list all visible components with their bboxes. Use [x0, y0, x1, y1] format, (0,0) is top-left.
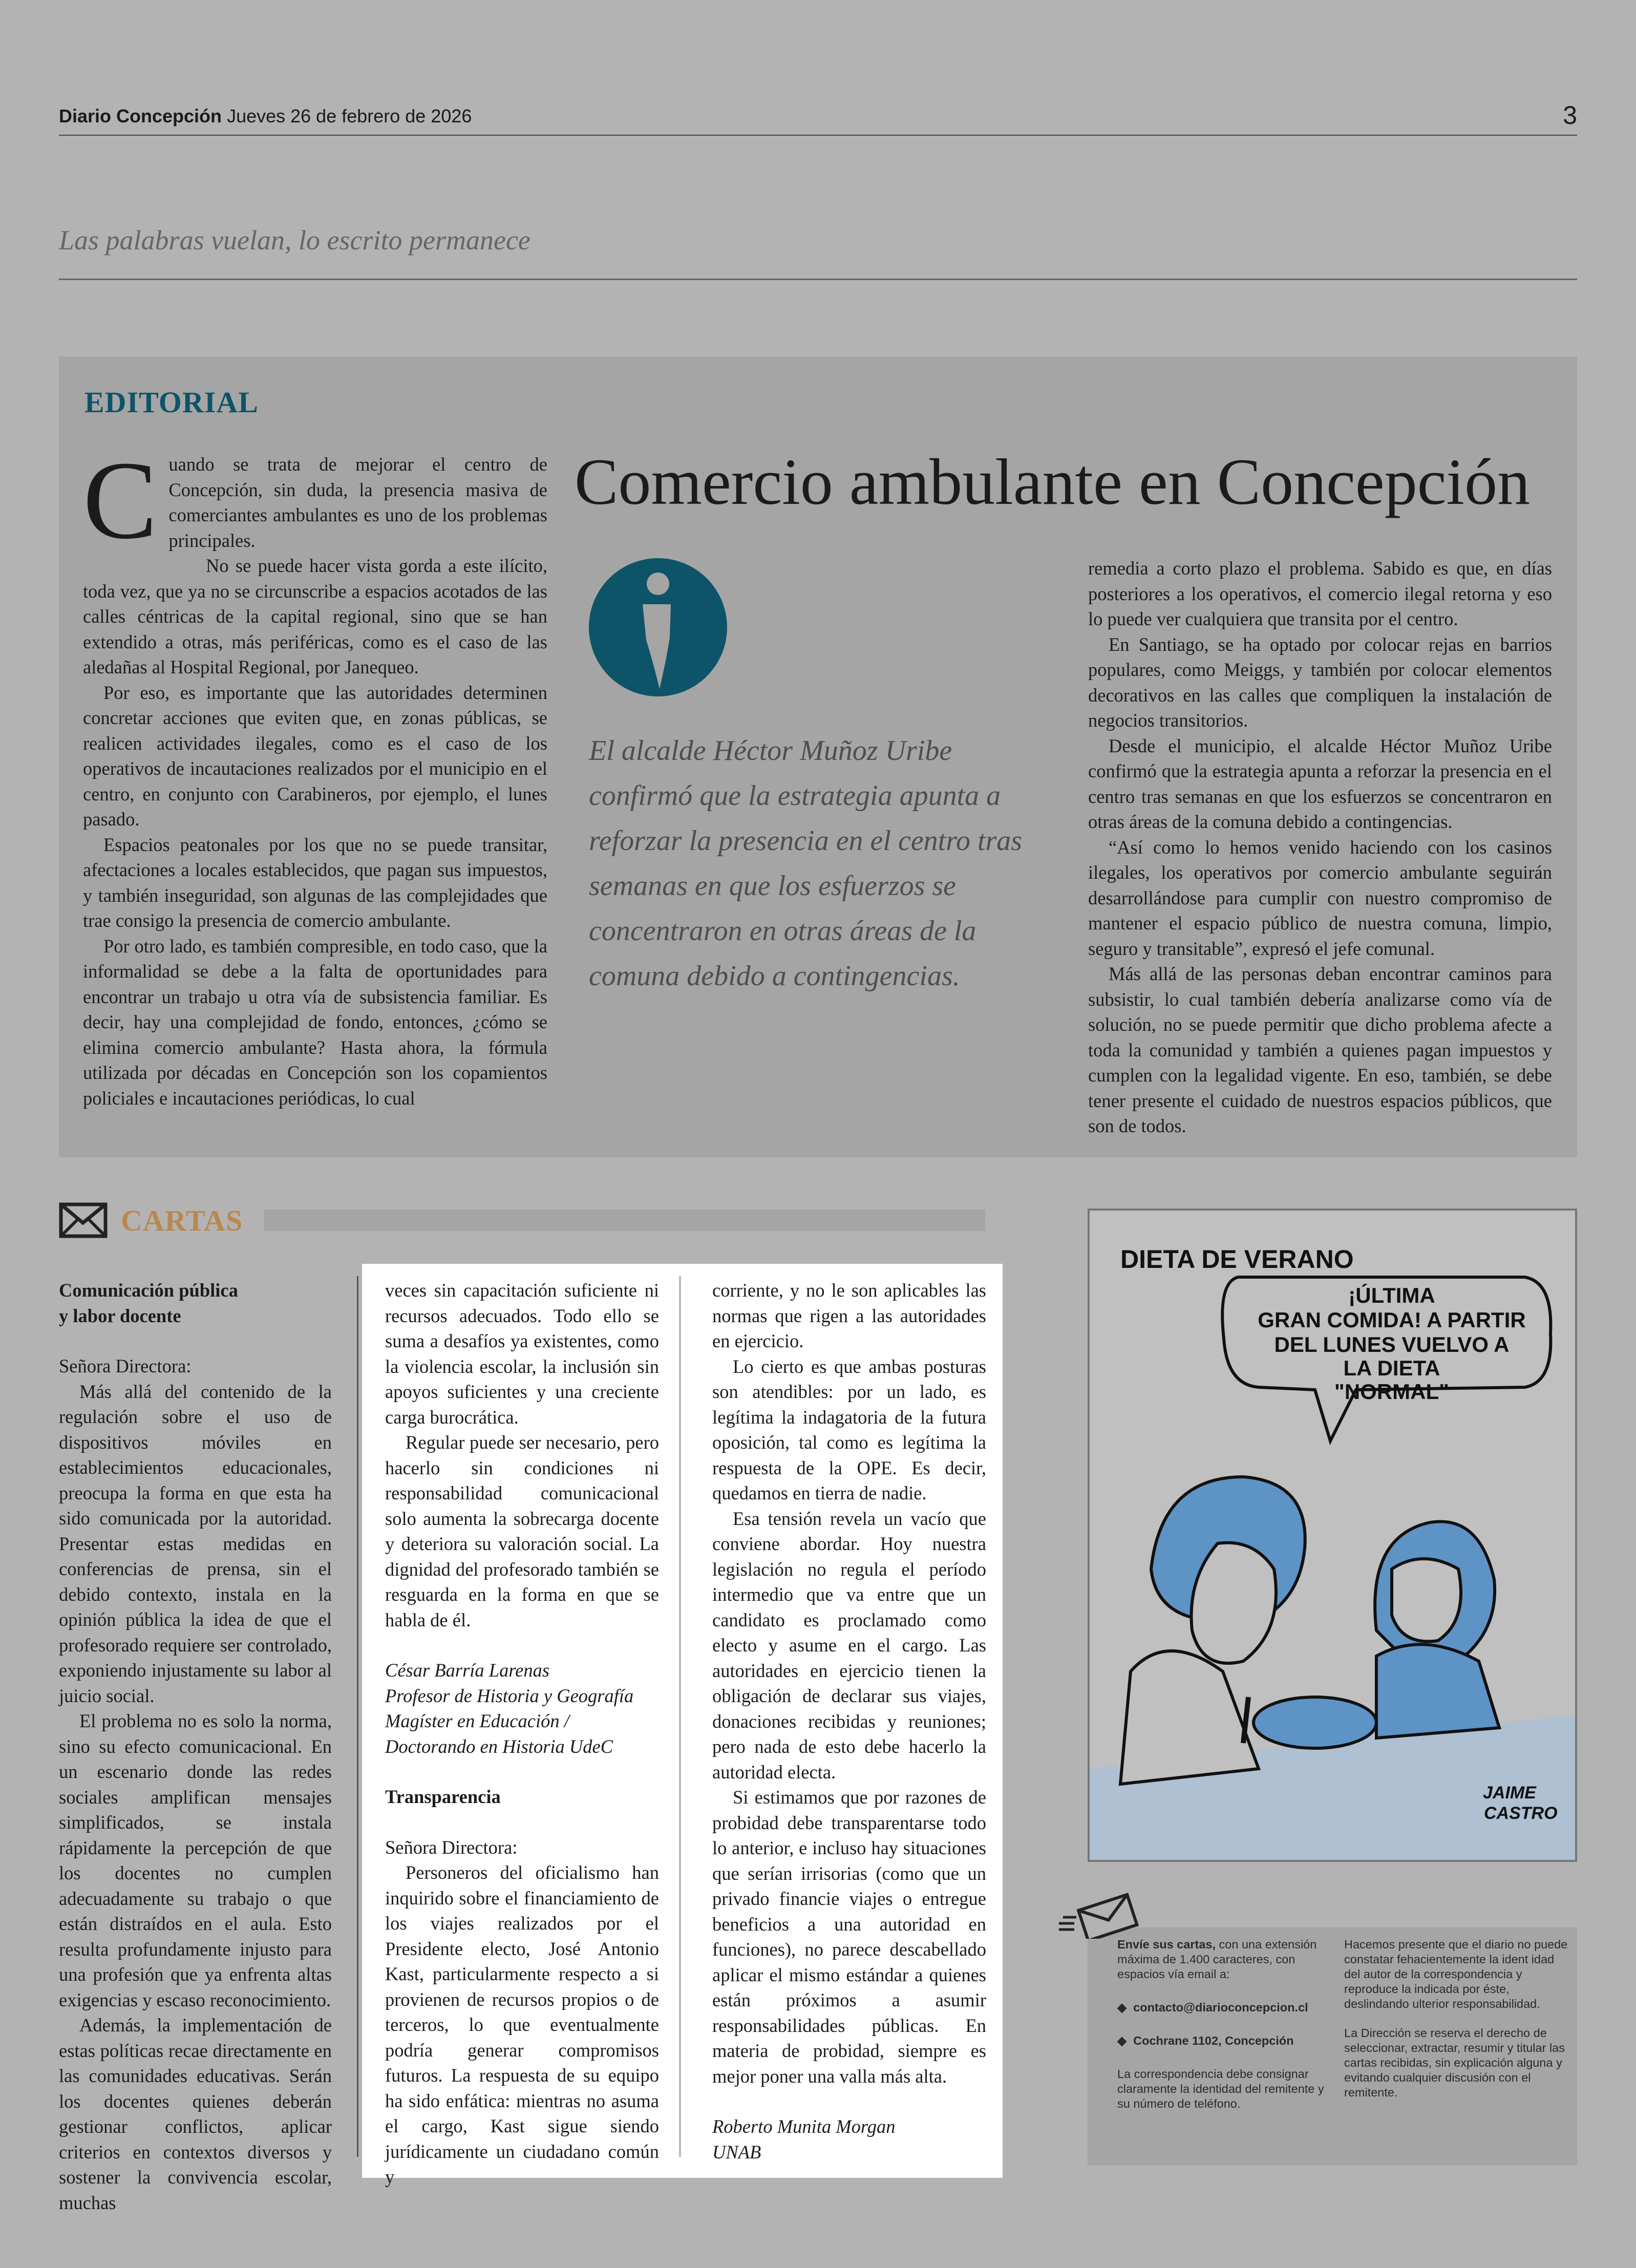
letter-salutation: Señora Directora: — [385, 1836, 518, 1858]
woman-body — [1376, 1644, 1499, 1738]
info-icon — [589, 556, 727, 699]
envelope-icon — [59, 1202, 108, 1238]
editorial-paragraph: Espacios peatonales por los que no se puede transitar, afectaciones a locales establecidos, que pagan sus impuestos, y también inseguridad, son algunas de las complejidades que trae consigo la presencia de comercio ambulante. — [83, 834, 547, 931]
letter-paragraph: El problema no es solo la norma, sino su efecto comunicacional. En un escenario donde las redes sociales amplifican mensajes simplificados, se instala rápidamente la percepción de que los docentes no cumplen adecuadamente su trabajo o que están distraídos en el aula. Esto resulta profundamente injusto para una profesión que ya enfrenta altas exigencias y escaso reconocimiento. — [59, 1710, 332, 2010]
email-link[interactable]: ◆ contacto@diarioconcepcion.cl — [1117, 2001, 1308, 2014]
cartoon-illustration — [1090, 1211, 1575, 1860]
info-note: La correspondencia debe consignar claramente la identidad del remitente y su número de teléfono. — [1117, 2067, 1324, 2110]
man-face — [1192, 1543, 1276, 1663]
header-divider — [59, 135, 1577, 136]
drop-cap: C — [83, 439, 158, 562]
issue-date: Jueves 26 de febrero de 2026 — [227, 105, 472, 126]
cartas-label: CARTAS — [121, 1204, 243, 1237]
info-disclaimer: La Dirección se reserva el derecho de seleccionar, extractar, resumir y titular las cartas recibidas, sin explicación alguna y evitando cualquier discusión con el remitente. — [1344, 2026, 1565, 2099]
letter-paragraph: Esa tensión revela un vacío que conviene abordar. Hoy nuestra legislación no regula el período intermedio que va entre que un candidato es proclamado como electo y asume en el cargo. Las autoridades en ejercicio tienen la obligación de declarar sus viajes, donaciones recibidas y reuniones; pero nada de esto debe hacerlo la autoridad electa. — [712, 1508, 986, 1783]
speech-line: GRAN COMIDA! A PARTIR — [1258, 1308, 1526, 1332]
speech-line: ¡ÚLTIMA — [1348, 1283, 1435, 1307]
cartas-bar — [264, 1210, 985, 1231]
letter-paragraph: Lo cierto es que ambas posturas son atendibles: por un lado, es legítima la indagatoria de la futura oposición, tal como es legítima la respuesta de la OPE. Es decir, quedamos en tierra de nadie. — [712, 1355, 986, 1503]
cartoonist-signature: JAIME — [1483, 1783, 1536, 1803]
editorial-label: EDITORIAL — [84, 386, 259, 419]
info-intro: Envíe sus cartas, con una extensión máxima de 1.400 caracteres, con espacios vía email a: — [1117, 1938, 1317, 1981]
column-divider — [357, 1276, 358, 2157]
man-body — [1120, 1651, 1259, 1784]
editorial-column-1 — [83, 439, 547, 1111]
postal-address: ◆ Cochrane 1102, Concepción — [1117, 2034, 1294, 2047]
editorial-title: Comercio ambulante en Concepción — [575, 446, 1531, 518]
editorial-paragraph: remedia a corto plazo el problema. Sabido es que, en días posteriores a los operativos, el comercio ilegal retorna y eso lo puede ver cualquiera que transita por el centro. — [1088, 558, 1552, 629]
editorial-paragraph: “Así como lo hemos venido haciendo con los casinos ilegales, los operativos por comercio ambulante seguirán desarrollándose para cumplir con nuestro compromiso de mantener el espacio público de nuestra comuna, limpio, seguro y transitable”, expresó el jefe comunal. — [1088, 836, 1552, 959]
letter-paragraph: Más allá del contenido de la regulación sobre el uso de dispositivos móviles en establecimientos educacionales, preocupa la forma en que esta ha sido comunicada por la autoridad. Presentar estas medidas en conferencias de prensa, sin el debido contexto, instala en la opinión pública la idea de que el profesorado requiere ser controlado, exponiendo injustamente su labor al juicio social. — [59, 1381, 332, 1706]
page-number: 3 — [1563, 101, 1577, 130]
editorial-paragraph: Cuando se trata de mejorar el centro de Concepción, sin duda, la presencia masiva de comerciantes ambulantes es uno de los problemas principales. — [83, 439, 547, 562]
info-left-column — [1117, 1937, 1332, 2111]
speech-line: DEL LUNES VUELVO A — [1274, 1332, 1510, 1356]
editorial-column-3 — [1088, 556, 1552, 1139]
section-slogan: Las palabras vuelan, lo escrito permanece — [59, 225, 530, 256]
envelope-icon — [1056, 1888, 1140, 1939]
speech-line: LA DIETA — [1343, 1356, 1440, 1380]
pull-quote: El alcalde Héctor Muñoz Uribe confirmó que la estrategia apunta a reforzar la presencia en el centro tras semanas en que los esfuerzos se concentraron en otras áreas de la comuna debido a contingencias. — [589, 735, 1023, 992]
letter-column-3 — [712, 1278, 986, 2165]
turkey-plate — [1253, 1697, 1376, 1748]
cartoonist-signature: CASTRO — [1484, 1804, 1558, 1823]
editorial-paragraph: Por otro lado, es también compresible, en todo caso, que la informalidad se debe a la falta de oportunidades para encontrar un trabajo u otra vía de subsistencia familiar. Es decir, hay una complejidad de fondo, entonces, ¿cómo se elimina comercio ambulante? Hasta ahora, la fórmula utilizada por décadas en Concepción son los copamientos policiales e incautaciones periódicas, lo cual — [83, 935, 547, 1109]
cartoon-title: DIETA DE VERANO — [1120, 1245, 1354, 1274]
info-disclaimer: Hacemos presente que el diario no puede constatar fehacientemente la ident idad del autor de la correspondencia y reproduce la indicada por éste, deslindando ulterior responsabilidad. — [1344, 1938, 1568, 2010]
column-divider — [679, 1276, 681, 2157]
letter-title: Transparencia — [385, 1786, 501, 1807]
editorial-paragraph: En Santiago, se ha optado por colocar rejas en barrios populares, como Meiggs, y también por colocar elementos decorativos en las calles que compliquen la instalación de negocios transitorios. — [1088, 633, 1552, 731]
letter-paragraph: Si estimamos que por razones de probidad debe transparentarse todo lo anterior, e incluso hay situaciones que serían irrisorias (como que un privado financie viajes o entregue beneficios a una autoridad en funciones), no parece descabellado aplicar el mismo estándar a quienes están próximos a asumir responsabilidades públicas. En materia de probidad, siempre es mejor poner una valla más alta. — [712, 1787, 986, 2087]
letter-column-2 — [385, 1278, 659, 2190]
editorial-paragraph: Más allá de las personas deban encontrar caminos para subsistir, lo cual también debería analizarse como vía de solución, no se puede permitir que dicho problema afecte a toda la comunidad y también a quienes pagan impuestos y cumplen con la legalidad vigente. En eso, también, se debe tener presente el cuidado de nuestros espacios públicos, que son de todos. — [1088, 963, 1552, 1136]
cartoon-panel — [1088, 1209, 1577, 1862]
letter-paragraph: Además, la implementación de estas políticas recae directamente en las comunidades educativas. Serán los docentes quienes deberán gestionar conflictos, aplicar criterios en contextos diversos y sostener la convivencia escolar, muchas — [59, 2015, 332, 2213]
letter-paragraph: veces sin capacitación suficiente ni recursos adecuados. Todo ello se suma a desafíos ya existentes, como la violencia escolar, la inclusión sin apoyos suficientes y una creciente carga burocrática. — [385, 1280, 659, 1428]
letter-paragraph: corriente, y no le son aplicables las normas que rigen a las autoridades en ejercicio. — [712, 1280, 986, 1351]
letter-paragraph: Personeros del oficialismo han inquirido sobre el financiamiento de los viajes realizados por el Presidente electo, José Antonio Kast, particularmente respecto a si provienen de recursos propios o de terceros, lo que eventualmente podría generar compromisos futuros. La respuesta de su equipo ha sido enfática: mientras no asuma el cargo, Kast sigue siendo jurídicamente un ciudadano común y — [385, 1862, 659, 2187]
letter-paragraph: Regular puede ser necesario, pero hacerlo sin condiciones ni responsabilidad comunicacional solo aumenta la sobrecarga docente y deteriora su valoración social. La dignidad del profesorado también se resguarda en la forma en que se habla de él. — [385, 1432, 659, 1630]
editorial-paragraph: Desde el municipio, el alcalde Héctor Muñoz Uribe confirmó que la estrategia apunta a reforzar la presencia en el centro tras semanas en que los esfuerzos se concentraron en otras áreas de la comuna debido a contingencias. — [1088, 735, 1552, 832]
paper-name: Diario Concepción — [59, 105, 222, 126]
letter-salutation: Señora Directora: — [59, 1355, 192, 1376]
letter-column-1 — [59, 1278, 332, 2215]
woman-face — [1392, 1559, 1461, 1641]
letter-signature: César Barría Larenas Profesor de Historia y Geografía Magíster en Educación / Doctorando en Historia UdeC — [385, 1660, 634, 1757]
letter-signature: Roberto Munita Morgan UNAB — [712, 2116, 896, 2163]
info-right-column — [1344, 1937, 1569, 2100]
editorial-paragraph: Por eso, es importante que las autoridades determinen concretar acciones que eviten que, en zonas públicas, se realicen actividades ilegales, como es el caso de los operativos de incautaciones realizados por el municipio en el centro, en conjunto con Carabineros, por ejemplo, el lunes pasado. — [83, 682, 547, 830]
page-header — [59, 105, 472, 127]
editorial-paragraph: No se puede hacer vista gorda a este ilícito, toda vez, que ya no se circunscribe a espacios acotados de las calles céntricas de la capital regional, sino que se han extendido a otras, más periféricas, como es el caso de las aledañas al Hospital Regional, por Janequeo. — [83, 555, 547, 677]
slogan-divider — [59, 279, 1577, 280]
letter-title: Comunicación pública y labor docente — [59, 1280, 238, 1326]
speech-line: "NORMAL" — [1334, 1380, 1450, 1404]
